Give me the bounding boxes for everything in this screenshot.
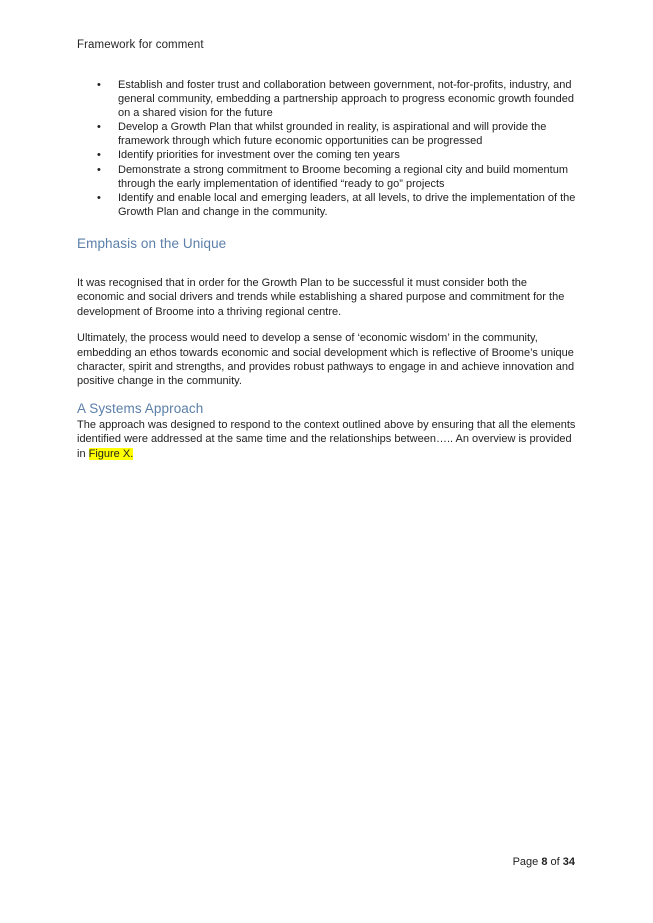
list-item bbox=[77, 148, 576, 162]
list-item bbox=[77, 120, 576, 148]
list-item bbox=[77, 191, 576, 219]
bullet-text: Establish and foster trust and collaboration between government, not-for-profits, industry, and general community, embedding a partnership approach to progress economic growth founded on a shared vision for the future bbox=[118, 79, 574, 120]
bullet-text: Identify and enable local and emerging leaders, at all levels, to drive the implementation of the Growth Plan and change in the community. bbox=[118, 191, 576, 218]
paragraph-text: The approach was designed to respond to the context outlined above by ensuring that all the elements identified were addressed at the same time and the relationships between….. An overview is provided in bbox=[77, 418, 576, 460]
list-item bbox=[77, 78, 576, 120]
bullet-text: Demonstrate a strong commitment to Broome becoming a regional city and build momentum through the early implementation of identified “ready to go” projects bbox=[118, 163, 568, 190]
bullet-icon: • bbox=[97, 79, 101, 91]
footer-page-number: 8 bbox=[541, 856, 548, 868]
bullet-icon: • bbox=[97, 191, 101, 204]
bullet-list bbox=[77, 78, 576, 219]
list-item bbox=[77, 163, 576, 191]
bullet-text: Identify priorities for investment over the coming ten years bbox=[118, 149, 400, 162]
paragraph: It was recognised that in order for the Growth Plan to be successful it must consider both the economic and social drivers and trends while establishing a shared purpose and commitment for the development of Broome into a thriving regional centre. bbox=[77, 276, 565, 318]
page-footer bbox=[513, 856, 575, 868]
page-header-title: Framework for comment bbox=[77, 39, 204, 51]
bullet-icon: • bbox=[97, 163, 101, 176]
section-heading-a-systems-approach: A Systems Approach bbox=[77, 400, 204, 416]
highlighted-text: Figure X. bbox=[88, 447, 134, 460]
footer-prefix: Page bbox=[512, 856, 542, 868]
bullet-icon: • bbox=[97, 149, 101, 162]
bullet-text: Develop a Growth Plan that whilst grounded in reality, is aspirational and will provide the framework through which future economic opportunities can be progressed bbox=[118, 121, 547, 148]
document-content bbox=[77, 78, 576, 461]
footer-separator: of bbox=[547, 856, 563, 868]
bullet-icon: • bbox=[97, 121, 101, 134]
section-heading-emphasis-on-the-unique: Emphasis on the Unique bbox=[77, 235, 227, 251]
paragraph: Ultimately, the process would need to develop a sense of ‘economic wisdom’ in the community, embedding an ethos towards economic and social development which is reflective of Broome’s unique character, spirit and strengths, and provides robust pathways to engage in and achieve innovation and positive change in the community. bbox=[77, 332, 575, 388]
footer-total-pages: 34 bbox=[562, 856, 575, 868]
paragraph bbox=[77, 418, 576, 461]
